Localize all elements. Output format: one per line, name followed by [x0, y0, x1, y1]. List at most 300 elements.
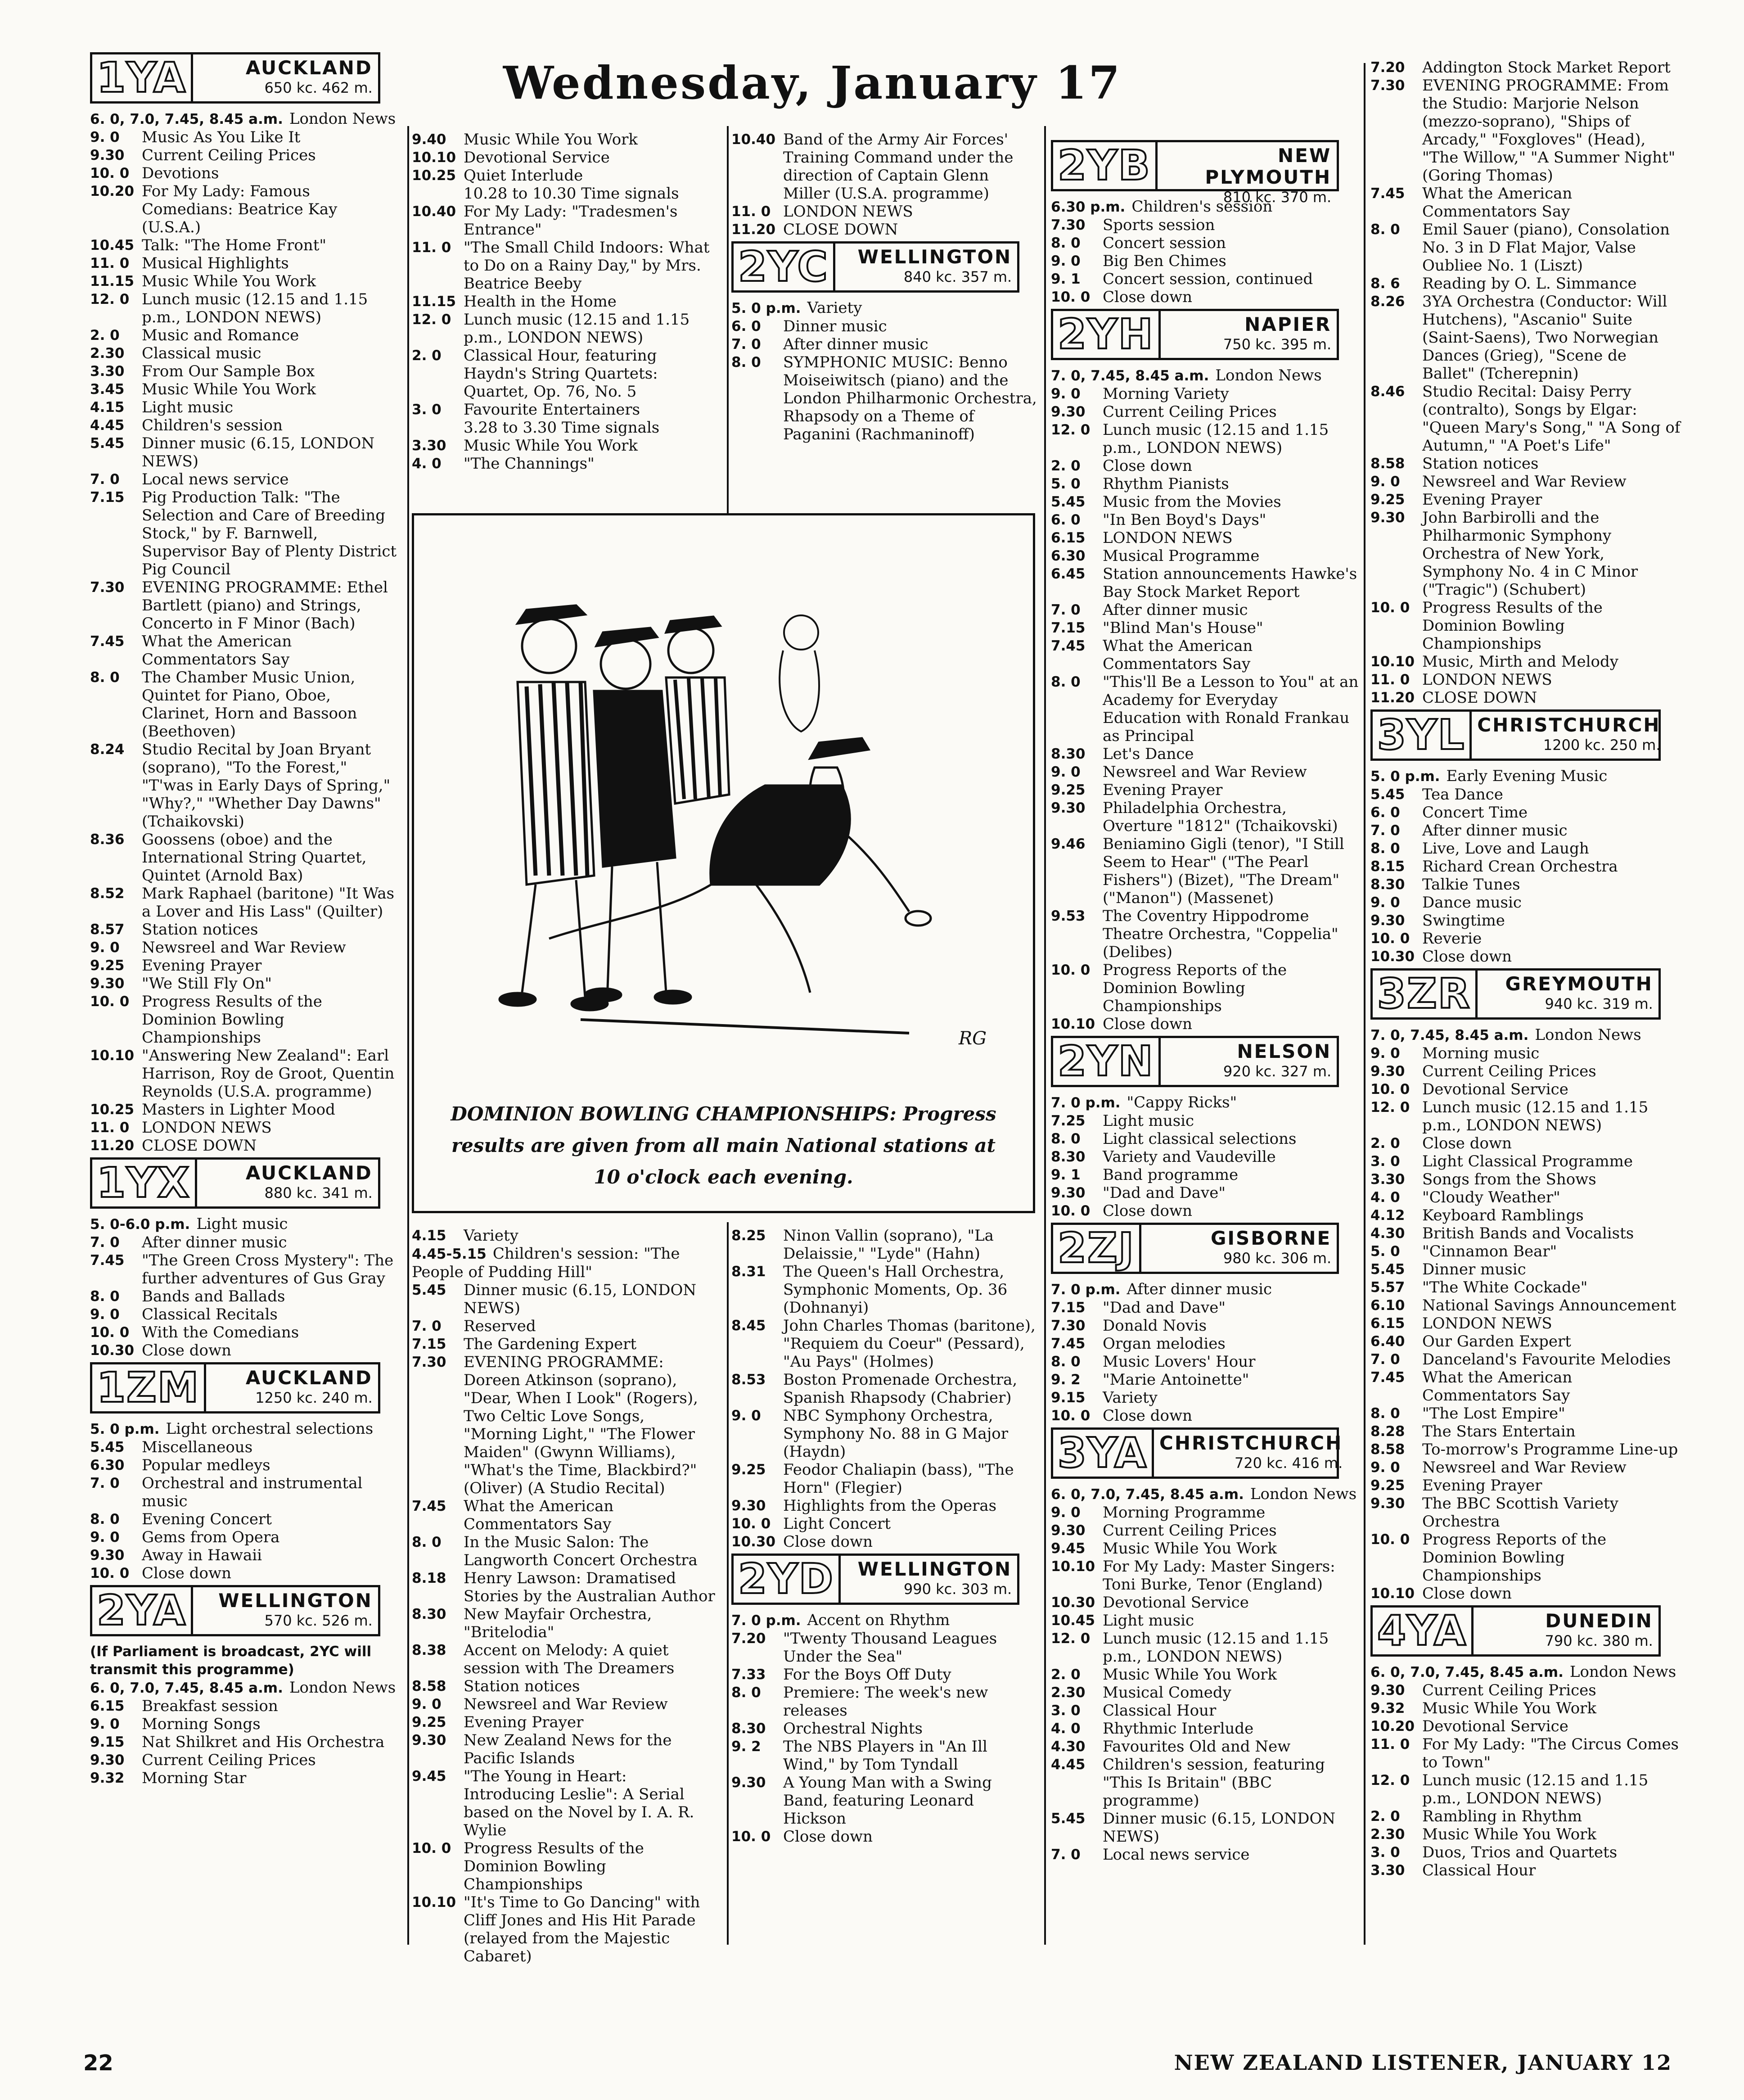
- schedule-program: "It's Time to Go Dancing" with Cliff Jones and His Hit Parade (relayed from the Majestic Cabaret): [464, 1893, 700, 1965]
- schedule-item: [90, 1697, 401, 1715]
- schedule-time: 6. 0: [1051, 512, 1081, 528]
- station-call-sign: 2YN: [1053, 1038, 1161, 1085]
- page-headline: Wednesday, January 17: [503, 56, 1122, 109]
- column-rule: [727, 1222, 729, 1945]
- schedule-item: [1370, 1296, 1681, 1314]
- schedule-time: 7.45: [1051, 1336, 1086, 1352]
- schedule-program: Bands and Ballads: [142, 1287, 285, 1305]
- schedule-item: [1370, 1585, 1681, 1603]
- schedule-time: 6.10: [1370, 1297, 1405, 1314]
- schedule-item: [90, 578, 401, 632]
- schedule-time: 8.25: [731, 1228, 766, 1244]
- schedule-time: 9. 0: [90, 1306, 120, 1323]
- schedule-program: The Queen's Hall Orchestra, Symphonic Moments, Op. 36 (Dohnanyi): [783, 1263, 1008, 1317]
- bowling-line: [581, 1020, 909, 1033]
- station-city: NEW PLYMOUTH: [1205, 145, 1332, 188]
- station-header-4ya: [1370, 1605, 1661, 1657]
- schedule-item: [1051, 270, 1359, 288]
- schedule-item: [90, 975, 401, 993]
- schedule-program: Lunch music (12.15 and 1.15 p.m., LONDON NEWS): [1103, 1630, 1329, 1666]
- schedule-item: [1370, 1771, 1681, 1807]
- schedule-item: [1370, 1531, 1681, 1585]
- schedule-time: 9.30: [1370, 912, 1405, 929]
- schedule-item: [1370, 1026, 1681, 1044]
- schedule-program: Close down: [142, 1564, 231, 1582]
- schedule-item: [1370, 473, 1681, 491]
- schedule-program: Evening Prayer: [1103, 781, 1223, 799]
- schedule-program: Organ melodies: [1103, 1335, 1226, 1353]
- schedule-item: [731, 1497, 1040, 1515]
- station-header-3zr: [1370, 968, 1661, 1020]
- schedule-item: [1051, 1353, 1359, 1371]
- schedule-item: [1370, 455, 1681, 473]
- schedule-time: 6.40: [1370, 1333, 1405, 1350]
- schedule-item: [1051, 529, 1359, 547]
- schedule-item: [412, 131, 722, 149]
- schedule-item: [90, 1438, 401, 1456]
- schedule-item: [1370, 1699, 1681, 1717]
- station-header-2yh: [1051, 309, 1339, 360]
- schedule-item: [1051, 216, 1359, 234]
- station-city: GISBORNE: [1210, 1227, 1332, 1249]
- schedule-item: [1051, 547, 1359, 565]
- schedule-program: Close down: [142, 1341, 231, 1359]
- schedule-time: 5.45: [1051, 494, 1086, 510]
- schedule-item: [90, 1119, 401, 1137]
- schedule-time: 11. 0: [731, 203, 771, 220]
- schedule-program: "Dad and Dave": [1103, 1184, 1226, 1202]
- schedule-item: [731, 221, 1040, 239]
- schedule-item: [1370, 1224, 1681, 1242]
- schedule-program: LONDON NEWS: [1422, 1314, 1552, 1332]
- schedule-item: [1370, 599, 1681, 653]
- schedule-time: 9.25: [1370, 1477, 1405, 1494]
- schedule-program: "In Ben Boyd's Days": [1103, 511, 1266, 529]
- schedule-program: Classical Hour: [1103, 1702, 1217, 1720]
- column-1: [90, 50, 401, 1787]
- schedule-time: 10. 0: [731, 1829, 771, 1845]
- schedule-item: [412, 1839, 722, 1893]
- schedule-item: [90, 1715, 401, 1733]
- schedule-item: [412, 1533, 722, 1569]
- schedule-time: 9.30: [731, 1775, 766, 1791]
- schedule-program: John Barbirolli and the Philharmonic Symphony Orchestra of New York, Symphony No. 4 in C Minor ("Tragic") (Schubert): [1422, 509, 1638, 599]
- station-frequency: 990 kc. 303 m.: [903, 1581, 1012, 1598]
- schedule-item: [90, 164, 401, 182]
- schedule-time: 5. 0: [1370, 1243, 1400, 1260]
- schedule-1zm: [90, 1420, 401, 1582]
- schedule-program: Current Ceiling Prices: [1422, 1681, 1596, 1699]
- schedule-program: The Coventry Hippodrome Theatre Orchestra, "Coppelia" (Delibes): [1103, 907, 1338, 961]
- schedule-program: "The Lost Empire": [1422, 1405, 1565, 1423]
- schedule-time: 8.15: [1370, 858, 1405, 875]
- schedule-item: [412, 1695, 722, 1713]
- schedule-item: [1370, 804, 1681, 822]
- column-2-top: [412, 131, 722, 473]
- schedule-program: Newsreel and War Review: [1422, 1459, 1627, 1477]
- schedule-time: 9.40: [412, 131, 446, 148]
- schedule-time: 9. 1: [1051, 271, 1081, 287]
- schedule-1ya: [90, 110, 401, 1155]
- schedule-program: Lunch music (12.15 and 1.15 p.m., LONDON NEWS): [1422, 1771, 1649, 1807]
- caption-line: DOMINION BOWLING CHAMPIONSHIPS: Progress: [451, 1103, 996, 1125]
- schedule-item: [1051, 1485, 1359, 1504]
- schedule-item: [1051, 1015, 1359, 1033]
- schedule-item: [1370, 293, 1681, 383]
- schedule-program: Newsreel and War Review: [1422, 473, 1627, 491]
- station-frequency: 1200 kc. 250 m.: [1543, 736, 1661, 754]
- schedule-program: Close down: [1422, 1585, 1512, 1603]
- schedule-item: [90, 921, 401, 939]
- schedule-program: 10.28 to 10.30 Time signals: [464, 185, 679, 203]
- schedule-item: [1370, 1080, 1681, 1098]
- schedule-time: 10.30: [731, 1534, 776, 1550]
- schedule-item: [90, 344, 401, 362]
- schedule-time: 7.30: [1051, 217, 1086, 233]
- station-frequency: 940 kc. 319 m.: [1545, 995, 1653, 1012]
- schedule-program: Music and Romance: [142, 326, 299, 344]
- schedule-time: 9.25: [412, 1714, 446, 1730]
- schedule-program: Our Garden Expert: [1422, 1332, 1571, 1350]
- schedule-program: Light classical selections: [1103, 1130, 1297, 1148]
- schedule-time: 7. 0 p.m.: [1051, 1282, 1121, 1298]
- schedule-item: [731, 353, 1040, 443]
- schedule-item: [1051, 1540, 1359, 1558]
- schedule-item: [1370, 59, 1681, 77]
- schedule-item: [412, 1281, 722, 1317]
- schedule-program: What the American Commentators Say: [464, 1497, 614, 1533]
- schedule-2yc-evening: [731, 1227, 1040, 1551]
- schedule-program: Reading by O. L. Simmance: [1422, 275, 1637, 293]
- schedule-item: [1051, 1148, 1359, 1166]
- schedule-program: For My Lady: Famous Comedians: Beatrice Kay (U.S.A.): [142, 182, 338, 236]
- schedule-item: [1370, 786, 1681, 804]
- schedule-item: [1051, 1112, 1359, 1130]
- schedule-item: [1051, 1202, 1359, 1220]
- schedule-time: 9.30: [1370, 1682, 1405, 1698]
- schedule-time: 4.30: [1051, 1739, 1086, 1755]
- schedule-time: 8.38: [412, 1642, 446, 1658]
- schedule-item: [1051, 493, 1359, 511]
- schedule-item: [90, 668, 401, 741]
- schedule-time: 10.30: [90, 1342, 135, 1359]
- schedule-item: [1051, 601, 1359, 619]
- schedule-item: [90, 1137, 401, 1155]
- schedule-item: [412, 1713, 722, 1731]
- schedule-time: 6.30: [1051, 548, 1086, 564]
- schedule-item: [412, 1893, 722, 1965]
- schedule-item: [1370, 1717, 1681, 1735]
- schedule-program: Children's session: [1131, 198, 1273, 216]
- schedule-time: 7.15: [1051, 1300, 1086, 1316]
- schedule-program: Breakfast session: [142, 1697, 278, 1715]
- schedule-time: 9. 0: [90, 939, 120, 956]
- schedule-time: 8. 0: [1051, 674, 1081, 690]
- schedule-time: 8.46: [1370, 384, 1405, 400]
- schedule-program: Music While You Work: [464, 131, 638, 149]
- column-3-top: [731, 131, 1040, 443]
- schedule-time: 4.15: [412, 1228, 446, 1244]
- schedule-item: [1051, 252, 1359, 270]
- schedule-item: [412, 401, 722, 419]
- schedule-item: [1370, 1188, 1681, 1206]
- schedule-program: Current Ceiling Prices: [142, 1751, 316, 1769]
- schedule-program: For My Lady: "Tradesmen's Entrance": [464, 203, 678, 239]
- schedule-program: Orchestral and instrumental music: [142, 1474, 363, 1510]
- schedule-time: 12. 0: [1370, 1772, 1410, 1788]
- schedule-time: 4. 0: [412, 456, 442, 472]
- schedule-item: [731, 1461, 1040, 1497]
- schedule-item: [1051, 1166, 1359, 1184]
- schedule-item: [1051, 1702, 1359, 1720]
- schedule-item: [1051, 234, 1359, 252]
- station-city: AUCKLAND: [245, 1162, 373, 1184]
- schedule-time: 9. 1: [1051, 1167, 1081, 1183]
- station-call-sign: 3YL: [1373, 712, 1472, 759]
- schedule-item: [412, 455, 722, 473]
- schedule-program: From Our Sample Box: [142, 362, 315, 380]
- schedule-2yb: [1051, 198, 1359, 306]
- schedule-time: 8. 0: [90, 1511, 120, 1527]
- station-frequency: 570 kc. 526 m.: [264, 1612, 373, 1629]
- schedule-item: [90, 1456, 401, 1474]
- schedule-item: [1370, 491, 1681, 509]
- schedule-program: After dinner music: [1127, 1280, 1272, 1298]
- schedule-time: 8.24: [90, 741, 125, 758]
- schedule-time: 10.10: [1370, 654, 1415, 670]
- schedule-time: 7.45: [412, 1498, 446, 1514]
- schedule-time: 6. 0: [1370, 804, 1400, 821]
- schedule-program: Progress Reports of the Dominion Bowling Championships: [1103, 961, 1287, 1015]
- station-call-sign: 3ZR: [1373, 971, 1478, 1017]
- schedule-item: [1051, 1594, 1359, 1612]
- schedule-program: Studio Recital: Daisy Perry (contralto), Songs by Elgar: "Queen Mary's Song," "A Song of Autumn," "A Poet's Life": [1422, 383, 1681, 455]
- schedule-item: [90, 831, 401, 885]
- schedule-time: 8.57: [90, 921, 125, 938]
- figure-onlooker: [780, 615, 819, 732]
- schedule-time: 4. 0: [1370, 1189, 1400, 1206]
- schedule-2ya-cont: [412, 131, 722, 473]
- schedule-program: Devotional Service: [1103, 1594, 1249, 1612]
- schedule-item: [1051, 961, 1359, 1015]
- schedule-time: 5.45: [1370, 1261, 1405, 1278]
- schedule-time: 9. 0: [90, 1716, 120, 1732]
- schedule-time: 9.30: [1370, 510, 1405, 526]
- schedule-item: [412, 1605, 722, 1641]
- station-city: NELSON: [1237, 1040, 1332, 1062]
- schedule-time: 8.36: [90, 831, 125, 848]
- station-city: CHRISTCHURCH: [1159, 1432, 1343, 1454]
- schedule-2yn: [1051, 1093, 1359, 1220]
- schedule-program: Ninon Vallin (soprano), "La Delaissie," "Lyde" (Hahn): [783, 1227, 994, 1263]
- schedule-time: 9.25: [1370, 492, 1405, 508]
- schedule-program: Dinner music: [1422, 1260, 1526, 1278]
- schedule-item: [731, 1611, 1040, 1630]
- schedule-time: 7.45: [90, 633, 125, 650]
- schedule-time: 2. 0: [1051, 1666, 1081, 1683]
- schedule-time: 10. 0: [90, 1324, 130, 1341]
- schedule-program: EVENING PROGRAMME: Ethel Bartlett (piano) and Strings, Concerto in F Minor (Bach): [142, 578, 388, 632]
- schedule-time: 9. 0: [412, 1696, 442, 1712]
- schedule-program: "Cinnamon Bear": [1422, 1242, 1557, 1260]
- schedule-time: 9.45: [1051, 1540, 1086, 1557]
- schedule-program: Classical Hour: [1422, 1861, 1536, 1879]
- schedule-time: 9.30: [90, 975, 125, 992]
- schedule-program: The Stars Entertain: [1422, 1423, 1576, 1441]
- schedule-item: [1051, 1612, 1359, 1630]
- schedule-program: Studio Recital by Joan Bryant (soprano), "To the Forest," "T'was in Early Days of Spring," "Why?," "Whether Day Dawns" (Tchaikovski): [142, 741, 391, 831]
- schedule-time: 8.45: [731, 1318, 766, 1334]
- schedule-program: In the Music Salon: The Langworth Concert Orchestra: [464, 1533, 698, 1569]
- schedule-item: [90, 254, 401, 272]
- schedule-time: 7.15: [412, 1336, 446, 1352]
- schedule-program: Donald Novis: [1103, 1317, 1207, 1335]
- schedule-program: Concert session: [1103, 234, 1226, 252]
- station-call-sign: 1YA: [92, 54, 193, 101]
- schedule-time: 3.45: [90, 381, 125, 397]
- schedule-program: Feodor Chaliapin (bass), "The Horn" (Flegier): [783, 1461, 1014, 1497]
- schedule-item: [1370, 1134, 1681, 1152]
- schedule-item: [1370, 1260, 1681, 1278]
- schedule-program: Current Ceiling Prices: [1103, 1522, 1277, 1540]
- station-call-sign: 2ZJ: [1053, 1225, 1141, 1272]
- schedule-item: [1051, 637, 1359, 673]
- schedule-program: LONDON NEWS: [142, 1119, 272, 1137]
- schedule-program: Miscellaneous: [142, 1438, 253, 1456]
- schedule-item: [90, 885, 401, 921]
- schedule-program: The BBC Scottish Variety Orchestra: [1422, 1495, 1618, 1531]
- schedule-program: EVENING PROGRAMME: From the Studio: Marjorie Nelson (mezzo-soprano), "Ships of Arcady," "Foxgloves" (Head), "The Willow," "A Summer Night" (Goring Thomas): [1422, 77, 1676, 185]
- schedule-program: Masters in Lighter Mood: [142, 1101, 335, 1119]
- station-call-sign: 1ZM: [92, 1364, 206, 1411]
- schedule-time: 7. 0: [1051, 602, 1081, 618]
- schedule-time: 7.33: [731, 1666, 766, 1683]
- schedule-program: SYMPHONIC MUSIC: Benno Moiseiwitsch (piano) and the London Philharmonic Orchestra, Rhapsody on a Theme of Paganini (Rachmaninoff): [783, 353, 1037, 443]
- schedule-time: 6. 0, 7.0, 7.45, 8.45 a.m.: [90, 1680, 283, 1696]
- schedule-item: [90, 1546, 401, 1564]
- schedule-item: [90, 993, 401, 1047]
- schedule-item: [412, 203, 722, 239]
- schedule-item: [1051, 1666, 1359, 1684]
- schedule-program: "Answering New Zealand": Earl Harrison, Roy de Groot, Quentin Reynolds (U.S.A. programme): [142, 1047, 395, 1101]
- schedule-time: 8. 0: [1370, 1405, 1400, 1422]
- schedule-program: Rhythmic Interlude: [1103, 1720, 1254, 1738]
- schedule-time: [412, 185, 464, 203]
- schedule-time: 10. 0: [1051, 1408, 1091, 1424]
- schedule-time: 12. 0: [1051, 1630, 1091, 1647]
- schedule-item: [1051, 1184, 1359, 1202]
- schedule-item: [731, 1371, 1040, 1407]
- schedule-program: Music While You Work: [1103, 1540, 1277, 1558]
- schedule-item: [90, 1323, 401, 1341]
- schedule-program: Talk: "The Home Front": [142, 236, 326, 254]
- station-call-sign: 2YB: [1053, 142, 1158, 189]
- schedule-time: 4.15: [90, 399, 125, 415]
- schedule-item: [412, 149, 722, 167]
- schedule-item: [90, 416, 401, 434]
- schedule-program: Current Ceiling Prices: [1422, 1062, 1596, 1080]
- schedule-program: Light music: [1103, 1112, 1194, 1130]
- schedule-time: 6. 0: [731, 318, 761, 334]
- schedule-time: 8.30: [412, 1606, 446, 1622]
- schedule-item: [1370, 1825, 1681, 1843]
- schedule-item: [1370, 653, 1681, 671]
- schedule-time: 10. 0: [1370, 930, 1410, 947]
- schedule-2ya-evening: [412, 1227, 722, 1965]
- schedule-time: 8.58: [1370, 456, 1405, 472]
- schedule-time: 11.20: [731, 221, 776, 238]
- schedule-time: 9.30: [1051, 404, 1086, 420]
- schedule-program: Dinner music (6.15, LONDON NEWS): [464, 1281, 697, 1317]
- schedule-time: 7.15: [1051, 620, 1086, 636]
- schedule-item: [1051, 1407, 1359, 1425]
- schedule-program: Early Evening Music: [1446, 767, 1608, 785]
- schedule-time: 5.45: [1051, 1811, 1086, 1827]
- schedule-program: Light Concert: [783, 1515, 891, 1533]
- schedule-item: [412, 1731, 722, 1767]
- schedule-item: [1370, 1278, 1681, 1296]
- schedule-item: [1370, 509, 1681, 599]
- schedule-time: 10.45: [90, 237, 135, 253]
- schedule-time: 8. 0: [1051, 235, 1081, 251]
- schedule-time: 2.30: [1051, 1685, 1086, 1701]
- schedule-program: CLOSE DOWN: [1422, 689, 1537, 707]
- schedule-time: 10. 0: [1051, 1203, 1091, 1219]
- schedule-program: Boston Promenade Orchestra, Spanish Rhapsody (Chabrier): [783, 1371, 1018, 1407]
- schedule-program: A Young Man with a Swing Band, featuring Leonard Hickson: [783, 1774, 992, 1828]
- station-city: WELLINGTON: [857, 1558, 1012, 1580]
- schedule-item: [1370, 876, 1681, 894]
- schedule-program: Richard Crean Orchestra: [1422, 858, 1618, 876]
- schedule-program: Station notices: [1422, 455, 1539, 473]
- schedule-time: 8. 0: [1370, 221, 1400, 238]
- schedule-program: "The Young in Heart: Introducing Leslie": A Serial based on the Novel by I. A. R. Wylie: [464, 1767, 694, 1839]
- schedule-program: The NBS Players in "An Ill Wind," by Tom Tyndall: [783, 1738, 987, 1774]
- schedule-time: 8. 0: [1051, 1131, 1081, 1147]
- schedule-program: Accent on Melody: A quiet session with The Dreamers: [464, 1641, 675, 1677]
- schedule-3zr: [1370, 1026, 1681, 1603]
- schedule-program: "Twenty Thousand Leagues Under the Sea": [783, 1630, 997, 1666]
- station-call-sign: 2YD: [734, 1556, 841, 1603]
- schedule-time: 10. 0: [1051, 289, 1091, 305]
- schedule-item: [1051, 1317, 1359, 1335]
- schedule-item: [90, 362, 401, 380]
- schedule-time: 9.25: [731, 1462, 766, 1478]
- schedule-item: [731, 131, 1040, 203]
- schedule-item: [731, 1533, 1040, 1551]
- schedule-item: [1370, 1843, 1681, 1861]
- schedule-time: 9. 2: [731, 1739, 761, 1755]
- schedule-program: Goossens (oboe) and the International String Quartet, Quintet (Arnold Bax): [142, 831, 367, 885]
- schedule-time: 10. 0: [90, 1565, 130, 1581]
- schedule-item: [90, 146, 401, 164]
- schedule-program: After dinner music: [1422, 822, 1568, 840]
- schedule-item: [1051, 745, 1359, 763]
- schedule-program: Variety: [464, 1227, 518, 1245]
- schedule-program: Classical Recitals: [142, 1305, 278, 1323]
- schedule-item: [1370, 948, 1681, 966]
- schedule-item: [731, 1227, 1040, 1263]
- schedule-item: [90, 488, 401, 578]
- schedule-item: [1370, 1314, 1681, 1332]
- schedule-item: [1051, 403, 1359, 421]
- schedule-program: For My Lady: Master Singers: Toni Burke, Tenor (England): [1103, 1558, 1335, 1594]
- schedule-program: "Dad and Dave": [1103, 1299, 1226, 1317]
- schedule-program: Talkie Tunes: [1422, 876, 1520, 894]
- schedule-time: 6.45: [1051, 566, 1086, 582]
- schedule-time: 9.30: [412, 1732, 446, 1748]
- column-rule: [1044, 126, 1046, 1945]
